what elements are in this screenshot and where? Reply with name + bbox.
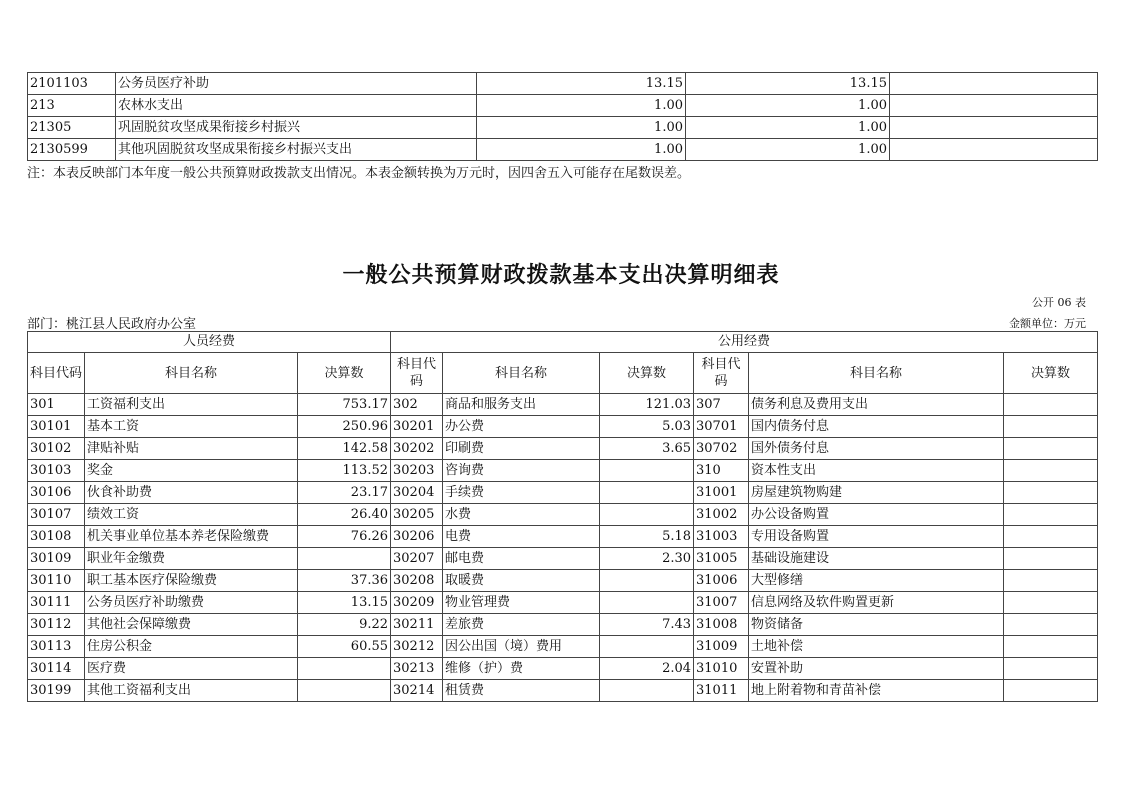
personnel-code-cell: 30106	[28, 482, 85, 504]
goods-services-amount-cell	[600, 482, 694, 504]
capital-amount-cell	[1004, 548, 1098, 570]
subject-code-cell: 21305	[28, 117, 116, 139]
table-row	[28, 592, 1098, 614]
capital-amount-cell	[1004, 526, 1098, 548]
amount-cell: 1.00	[686, 95, 890, 117]
name-header: 科目名称	[443, 353, 600, 394]
subject-name-cell: 农林水支出	[116, 95, 477, 117]
capital-amount-cell	[1004, 614, 1098, 636]
goods-services-code-cell: 30211	[391, 614, 443, 636]
goods-services-name-cell: 维修（护）费	[443, 658, 600, 680]
table-row	[28, 614, 1098, 636]
personnel-name-cell: 津贴补贴	[85, 438, 298, 460]
capital-amount-cell	[1004, 570, 1098, 592]
goods-services-amount-cell: 2.30	[600, 548, 694, 570]
goods-services-amount-cell	[600, 680, 694, 702]
goods-services-amount-cell	[600, 636, 694, 658]
table-row	[28, 117, 1098, 139]
personnel-amount-cell: 26.40	[298, 504, 391, 526]
capital-code-cell: 31008	[694, 614, 749, 636]
capital-code-cell: 31007	[694, 592, 749, 614]
capital-name-cell: 地上附着物和青苗补偿	[749, 680, 1004, 702]
personnel-name-cell: 工资福利支出	[85, 394, 298, 416]
personnel-name-cell: 奖金	[85, 460, 298, 482]
capital-name-cell: 大型修缮	[749, 570, 1004, 592]
table-row	[28, 139, 1098, 161]
goods-services-code-cell: 30206	[391, 526, 443, 548]
page-title: 一般公共预算财政拨款基本支出决算明细表	[342, 262, 780, 288]
personnel-name-cell: 职业年金缴费	[85, 548, 298, 570]
goods-services-name-cell: 商品和服务支出	[443, 394, 600, 416]
amount-header: 决算数	[600, 353, 694, 394]
personnel-name-cell: 基本工资	[85, 416, 298, 438]
goods-services-code-cell: 30204	[391, 482, 443, 504]
table-row	[28, 394, 1098, 416]
capital-amount-cell	[1004, 592, 1098, 614]
goods-services-name-cell: 取暖费	[443, 570, 600, 592]
goods-services-name-cell: 差旅费	[443, 614, 600, 636]
capital-name-cell: 物资储备	[749, 614, 1004, 636]
goods-services-code-cell: 30212	[391, 636, 443, 658]
capital-code-cell: 307	[694, 394, 749, 416]
amount-cell: 13.15	[686, 73, 890, 95]
capital-code-cell: 31011	[694, 680, 749, 702]
goods-services-code-cell: 30201	[391, 416, 443, 438]
subject-name-cell: 公务员医疗补助	[116, 73, 477, 95]
personnel-code-cell: 30109	[28, 548, 85, 570]
goods-services-code-cell: 30214	[391, 680, 443, 702]
capital-code-cell: 31003	[694, 526, 749, 548]
goods-services-name-cell: 咨询费	[443, 460, 600, 482]
table-row	[28, 438, 1098, 460]
capital-code-cell: 31002	[694, 504, 749, 526]
table-row	[28, 526, 1098, 548]
amount-header: 决算数	[1004, 353, 1098, 394]
personnel-header: 人员经费	[28, 332, 391, 353]
personnel-code-cell: 30108	[28, 526, 85, 548]
amount-cell	[890, 139, 1098, 161]
capital-name-cell: 专用设备购置	[749, 526, 1004, 548]
table-row	[28, 658, 1098, 680]
goods-services-amount-cell	[600, 592, 694, 614]
personnel-name-cell: 住房公积金	[85, 636, 298, 658]
capital-name-cell: 国内债务付息	[749, 416, 1004, 438]
subject-name-cell: 巩固脱贫攻坚成果衔接乡村振兴	[116, 117, 477, 139]
goods-services-code-cell: 302	[391, 394, 443, 416]
goods-services-name-cell: 水费	[443, 504, 600, 526]
capital-name-cell: 债务利息及费用支出	[749, 394, 1004, 416]
personnel-amount-cell: 753.17	[298, 394, 391, 416]
personnel-name-cell: 其他社会保障缴费	[85, 614, 298, 636]
personnel-code-cell: 30110	[28, 570, 85, 592]
amount-cell: 13.15	[477, 73, 686, 95]
capital-name-cell: 资本性支出	[749, 460, 1004, 482]
personnel-code-cell: 30101	[28, 416, 85, 438]
goods-services-amount-cell: 2.04	[600, 658, 694, 680]
goods-services-name-cell: 印刷费	[443, 438, 600, 460]
group-header-row	[28, 332, 1098, 353]
capital-code-cell: 31005	[694, 548, 749, 570]
personnel-name-cell: 机关事业单位基本养老保险缴费	[85, 526, 298, 548]
goods-services-name-cell: 邮电费	[443, 548, 600, 570]
capital-amount-cell	[1004, 658, 1098, 680]
goods-services-amount-cell: 5.18	[600, 526, 694, 548]
name-header: 科目名称	[749, 353, 1004, 394]
personnel-code-cell: 30107	[28, 504, 85, 526]
code-header: 科目代码	[694, 353, 749, 394]
goods-services-code-cell: 30203	[391, 460, 443, 482]
personnel-amount-cell: 76.26	[298, 526, 391, 548]
form-number: 公开 06 表	[1032, 296, 1086, 309]
capital-name-cell: 国外债务付息	[749, 438, 1004, 460]
capital-amount-cell	[1004, 394, 1098, 416]
goods-services-amount-cell	[600, 570, 694, 592]
capital-code-cell: 310	[694, 460, 749, 482]
capital-amount-cell	[1004, 438, 1098, 460]
name-header: 科目名称	[85, 353, 298, 394]
table-note: 注：本表反映部门本年度一般公共预算财政拨款支出情况。本表金额转换为万元时，因四舍五入可能存在尾数误差。	[27, 166, 691, 181]
amount-cell: 1.00	[477, 139, 686, 161]
capital-name-cell: 办公设备购置	[749, 504, 1004, 526]
goods-services-amount-cell: 3.65	[600, 438, 694, 460]
capital-name-cell: 信息网络及软件购置更新	[749, 592, 1004, 614]
personnel-amount-cell: 23.17	[298, 482, 391, 504]
amount-cell: 1.00	[686, 139, 890, 161]
personnel-code-cell: 30112	[28, 614, 85, 636]
subject-code-cell: 2130599	[28, 139, 116, 161]
personnel-code-cell: 30102	[28, 438, 85, 460]
goods-services-name-cell: 电费	[443, 526, 600, 548]
capital-code-cell: 30701	[694, 416, 749, 438]
goods-services-name-cell: 租赁费	[443, 680, 600, 702]
goods-services-code-cell: 30207	[391, 548, 443, 570]
capital-code-cell: 31006	[694, 570, 749, 592]
table-row	[28, 416, 1098, 438]
personnel-amount-cell: 9.22	[298, 614, 391, 636]
top-expenditure-table	[27, 72, 1098, 161]
personnel-amount-cell: 60.55	[298, 636, 391, 658]
amount-cell: 1.00	[686, 117, 890, 139]
public-header: 公用经费	[391, 332, 1098, 353]
personnel-amount-cell: 37.36	[298, 570, 391, 592]
personnel-amount-cell: 142.58	[298, 438, 391, 460]
table-row	[28, 548, 1098, 570]
table-row	[28, 504, 1098, 526]
goods-services-amount-cell: 121.03	[600, 394, 694, 416]
personnel-code-cell: 30113	[28, 636, 85, 658]
personnel-amount-cell	[298, 658, 391, 680]
goods-services-amount-cell: 5.03	[600, 416, 694, 438]
amount-cell: 1.00	[477, 95, 686, 117]
table-row	[28, 570, 1098, 592]
capital-name-cell: 基础设施建设	[749, 548, 1004, 570]
goods-services-name-cell: 物业管理费	[443, 592, 600, 614]
column-header-row	[28, 353, 1098, 394]
capital-amount-cell	[1004, 482, 1098, 504]
goods-services-code-cell: 30209	[391, 592, 443, 614]
personnel-code-cell: 30103	[28, 460, 85, 482]
subject-code-cell: 213	[28, 95, 116, 117]
personnel-name-cell: 医疗费	[85, 658, 298, 680]
personnel-name-cell: 职工基本医疗保险缴费	[85, 570, 298, 592]
goods-services-amount-cell: 7.43	[600, 614, 694, 636]
table-row	[28, 73, 1098, 95]
table-row	[28, 636, 1098, 658]
capital-amount-cell	[1004, 416, 1098, 438]
personnel-amount-cell: 13.15	[298, 592, 391, 614]
capital-code-cell: 30702	[694, 438, 749, 460]
capital-amount-cell	[1004, 680, 1098, 702]
code-header: 科目代码	[28, 353, 85, 394]
capital-amount-cell	[1004, 504, 1098, 526]
personnel-amount-cell	[298, 680, 391, 702]
table-row	[28, 482, 1098, 504]
personnel-code-cell: 30199	[28, 680, 85, 702]
capital-name-cell: 土地补偿	[749, 636, 1004, 658]
goods-services-name-cell: 办公费	[443, 416, 600, 438]
amount-cell	[890, 73, 1098, 95]
table-row	[28, 95, 1098, 117]
personnel-name-cell: 其他工资福利支出	[85, 680, 298, 702]
goods-services-amount-cell	[600, 504, 694, 526]
personnel-code-cell: 301	[28, 394, 85, 416]
goods-services-amount-cell	[600, 460, 694, 482]
capital-code-cell: 31009	[694, 636, 749, 658]
personnel-name-cell: 公务员医疗补助缴费	[85, 592, 298, 614]
subject-name-cell: 其他巩固脱贫攻坚成果衔接乡村振兴支出	[116, 139, 477, 161]
personnel-amount-cell: 250.96	[298, 416, 391, 438]
personnel-amount-cell	[298, 548, 391, 570]
basic-expenditure-detail-table	[27, 331, 1098, 702]
capital-name-cell: 安置补助	[749, 658, 1004, 680]
amount-cell	[890, 117, 1098, 139]
amount-cell	[890, 95, 1098, 117]
capital-amount-cell	[1004, 636, 1098, 658]
table-row	[28, 680, 1098, 702]
amount-cell: 1.00	[477, 117, 686, 139]
personnel-name-cell: 绩效工资	[85, 504, 298, 526]
personnel-code-cell: 30111	[28, 592, 85, 614]
subject-code-cell: 2101103	[28, 73, 116, 95]
unit-label: 金额单位：万元	[1009, 317, 1086, 330]
capital-name-cell: 房屋建筑物购建	[749, 482, 1004, 504]
personnel-name-cell: 伙食补助费	[85, 482, 298, 504]
table-row	[28, 460, 1098, 482]
goods-services-code-cell: 30202	[391, 438, 443, 460]
goods-services-code-cell: 30208	[391, 570, 443, 592]
capital-code-cell: 31001	[694, 482, 749, 504]
personnel-code-cell: 30114	[28, 658, 85, 680]
personnel-amount-cell: 113.52	[298, 460, 391, 482]
capital-code-cell: 31010	[694, 658, 749, 680]
goods-services-name-cell: 手续费	[443, 482, 600, 504]
amount-header: 决算数	[298, 353, 391, 394]
goods-services-code-cell: 30213	[391, 658, 443, 680]
goods-services-code-cell: 30205	[391, 504, 443, 526]
capital-amount-cell	[1004, 460, 1098, 482]
code-header: 科目代码	[391, 353, 443, 394]
goods-services-name-cell: 因公出国（境）费用	[443, 636, 600, 658]
department-label: 部门：桃江县人民政府办公室	[27, 317, 197, 332]
